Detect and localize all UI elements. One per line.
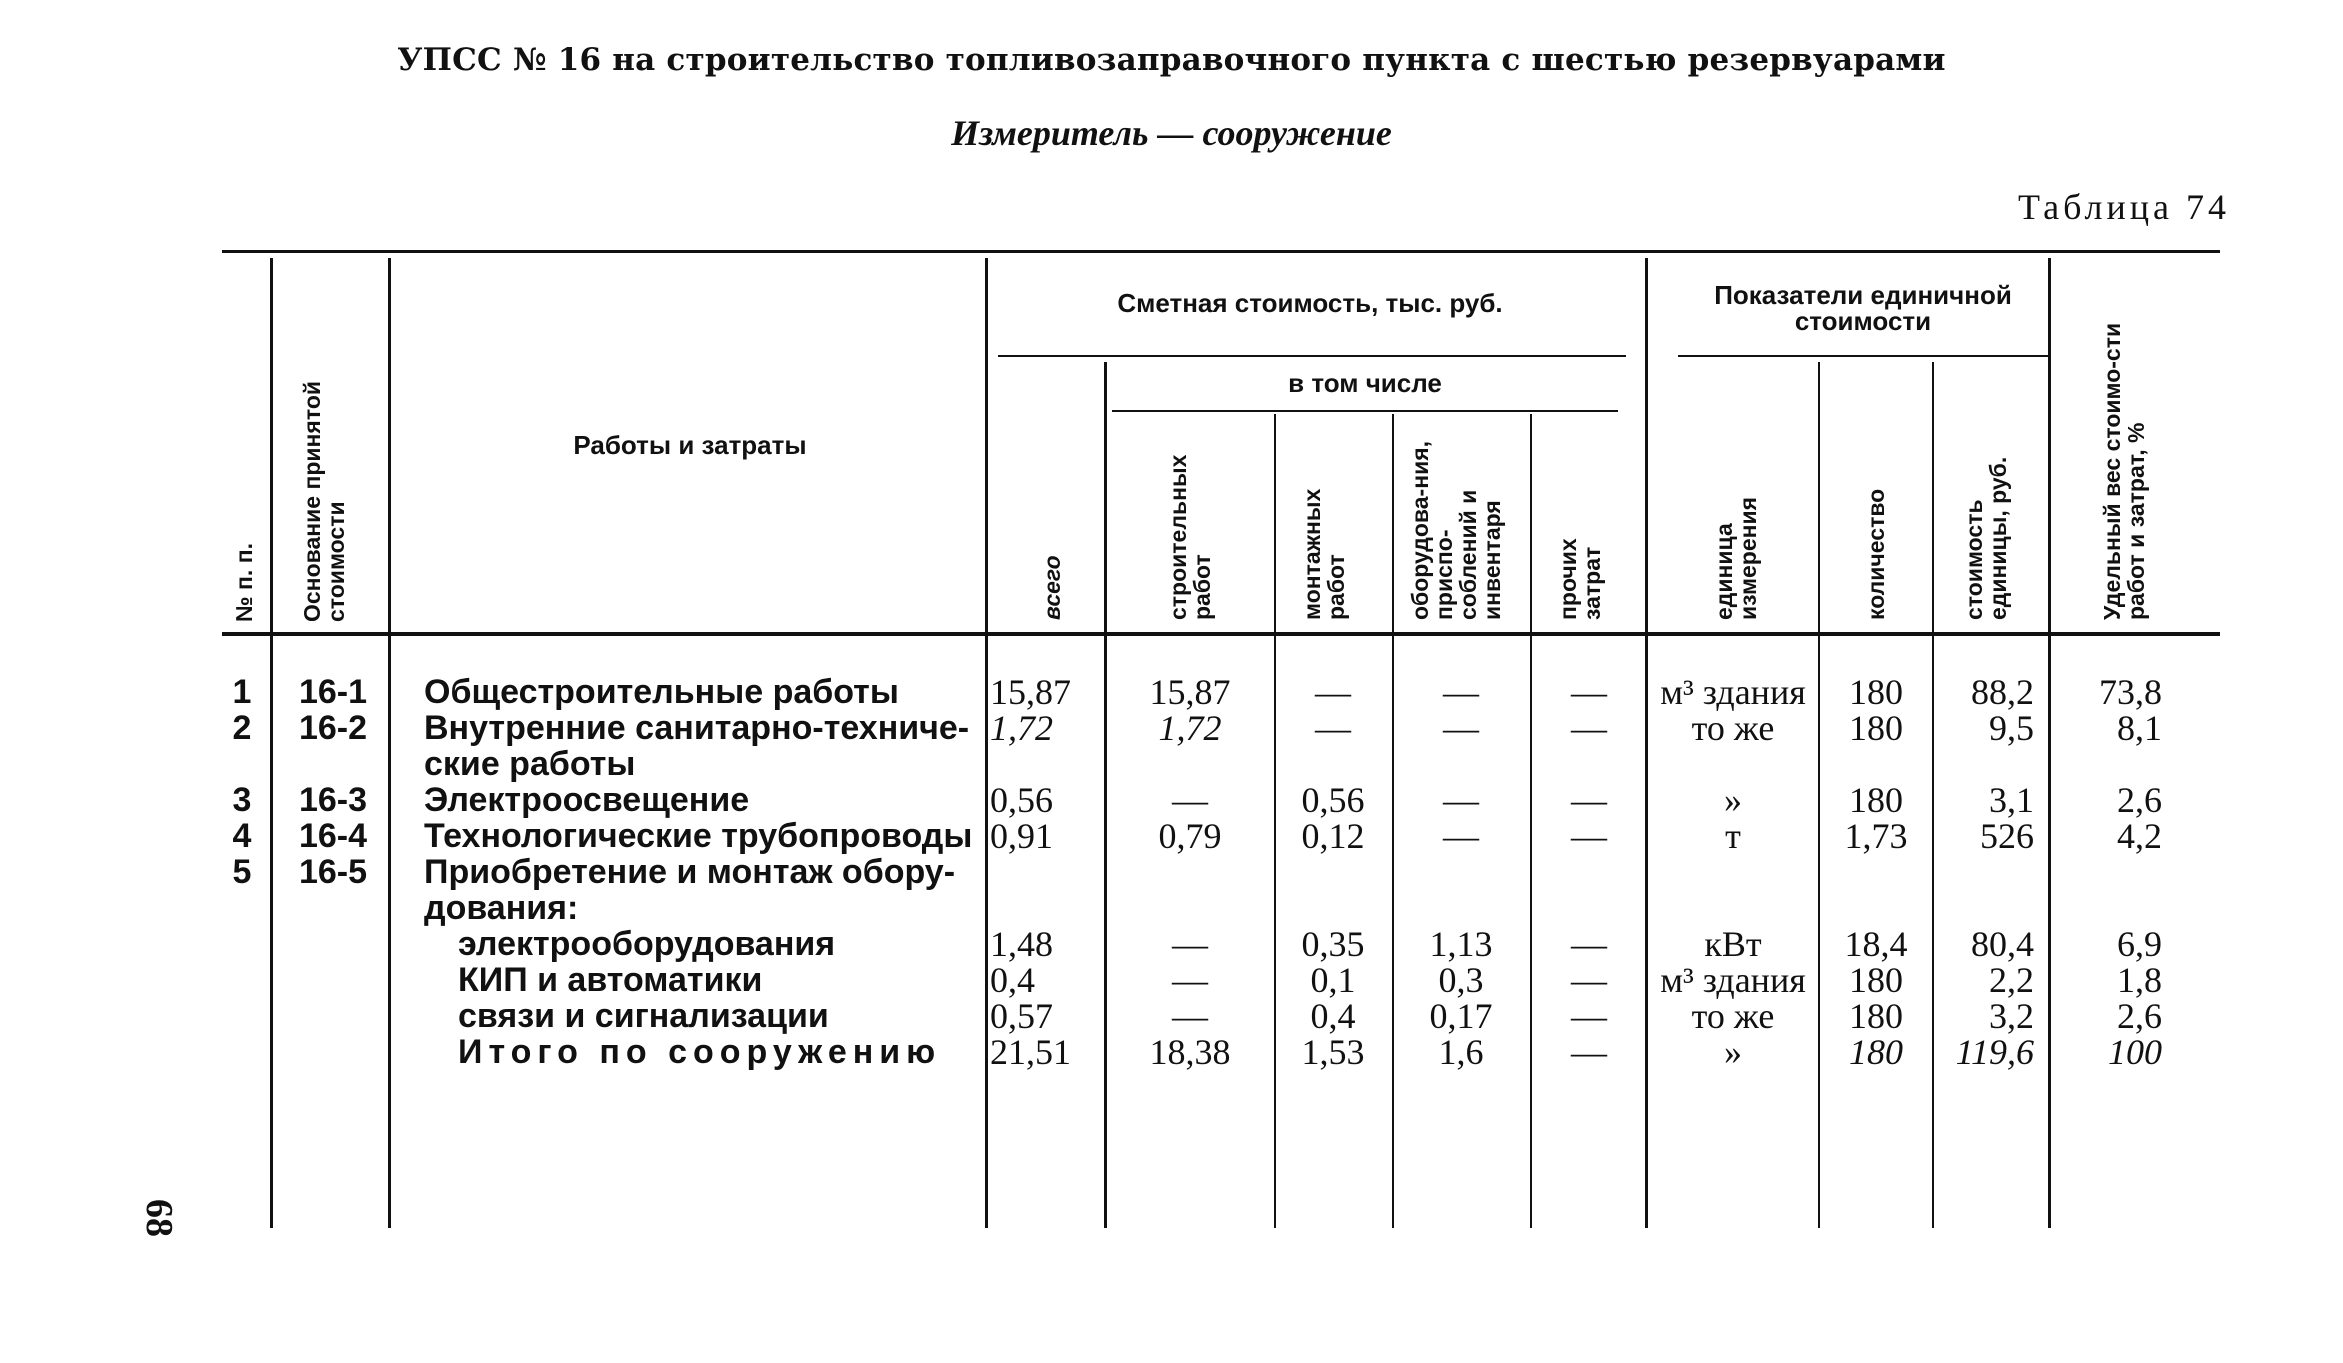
header-share — [2100, 290, 2148, 620]
header-num: № п. п. — [231, 543, 257, 622]
cell-share: 4,2 — [2117, 816, 2162, 856]
cell-name: электрооборудования — [458, 925, 836, 963]
cell-qty: 180 — [1849, 708, 1903, 748]
header-unit-cost-text: стоимость единицы, руб. — [1961, 456, 2011, 620]
measure-unit: Измеритель — сооружение — [951, 113, 1392, 153]
cell-basis: 16-3 — [298, 781, 368, 819]
cell-unit: » — [1724, 780, 1742, 820]
cell-total: 1,48 — [990, 924, 1053, 964]
cell-unit: то же — [1691, 708, 1775, 748]
cell-name: Общестроительные работы — [424, 673, 899, 711]
cell-install: 0,56 — [1301, 780, 1365, 820]
cell-ucost: 119,6 — [1955, 1032, 2034, 1072]
cell-ucost: 526 — [1980, 816, 2034, 856]
cell-qty: 180 — [1849, 780, 1903, 820]
cell-other: — — [1571, 960, 1607, 1000]
cell-qty: 180 — [1849, 960, 1903, 1000]
col-rule-10 — [1932, 362, 1934, 1228]
col-rule-8 — [1645, 258, 1648, 1228]
cell-install: 0,1 — [1310, 960, 1356, 1000]
cell-n: 4 — [232, 817, 252, 855]
cell-qty: 1,73 — [1844, 816, 1908, 856]
cell-install: 0,4 — [1310, 996, 1356, 1036]
document-title: УПСС № 16 на строительство топливозаправочного пункта с шестью резервуарами — [397, 42, 1946, 78]
cell-n: 3 — [232, 781, 252, 819]
cell-name: Технологические трубопроводы — [424, 817, 973, 855]
cell-ucost: 3,1 — [1989, 780, 2034, 820]
cell-install: — — [1315, 672, 1351, 712]
cell-install: — — [1315, 708, 1351, 748]
col-rule-6 — [1392, 414, 1394, 1228]
cell-total: 1,72 — [990, 708, 1053, 748]
cell-basis: 16-4 — [298, 817, 368, 855]
header-unit — [1712, 450, 1760, 620]
header-quantity: количество — [1863, 488, 1889, 620]
cell-share: 6,9 — [2117, 924, 2162, 964]
cell-ucost: 2,2 — [1989, 960, 2034, 1000]
cell-share: 8,1 — [2117, 708, 2162, 748]
cell-qty: 18,4 — [1844, 924, 1908, 964]
cell-constr: 15,87 — [1149, 672, 1231, 712]
cell-name: КИП и автоматики — [458, 961, 763, 999]
header-construction — [1166, 400, 1214, 620]
header-other-text: прочих затрат — [1555, 538, 1605, 620]
cell-total: 0,91 — [990, 816, 1053, 856]
cell-equip: — — [1443, 780, 1479, 820]
cell-total: 21,51 — [990, 1032, 1071, 1072]
header-bottom-rule — [222, 632, 2220, 636]
col-rule-3 — [985, 258, 988, 1228]
header-unit-text: единица измерения — [1711, 496, 1761, 620]
cell-equip: 0,17 — [1429, 996, 1493, 1036]
cell-unit: т — [1725, 816, 1741, 856]
cell-constr: — — [1172, 960, 1208, 1000]
table-label: Таблица 74 — [2018, 187, 2230, 227]
cell-constr: 18,38 — [1149, 1032, 1231, 1072]
cell-share: 73,8 — [2099, 672, 2162, 712]
cost-group-rule — [998, 355, 1626, 357]
header-unit-cost — [1962, 400, 2010, 620]
cell-total: 15,87 — [990, 672, 1071, 712]
col-rule-9 — [1818, 362, 1820, 1228]
cell-qty: 180 — [1849, 996, 1903, 1036]
header-share-text: Удельный вес стоимо-сти работ и затрат, % — [2099, 322, 2149, 620]
header-total: всего — [1039, 555, 1065, 620]
col-rule-2 — [388, 258, 391, 1228]
cell-basis: 16-2 — [298, 709, 368, 747]
cell-install: 0,12 — [1301, 816, 1365, 856]
cell-ucost: 9,5 — [1989, 708, 2034, 748]
cell-other: — — [1571, 708, 1607, 748]
cell-name: Внутренние санитарно-техниче- — [424, 709, 970, 747]
cell-unit: кВт — [1704, 924, 1762, 964]
page-number: 68 — [138, 1199, 180, 1237]
cell-constr: — — [1172, 780, 1208, 820]
cell-other: — — [1571, 924, 1607, 964]
cell-equip: 1,13 — [1429, 924, 1493, 964]
col-rule-11 — [2048, 258, 2051, 1228]
cell-constr: — — [1172, 996, 1208, 1036]
cell-unit: м³ здания — [1660, 672, 1806, 712]
header-estimated-cost: Сметная стоимость, тыс. руб. — [1117, 288, 1503, 318]
cell-total: 0,4 — [990, 960, 1035, 1000]
cell-n: 5 — [232, 853, 252, 891]
indicators-rule — [1678, 355, 2048, 357]
cell-constr: 1,72 — [1158, 708, 1222, 748]
cell-equip: — — [1443, 816, 1479, 856]
cell-share: 100 — [2108, 1032, 2162, 1072]
header-unit-indicators: Показатели единичной стоимости — [1714, 280, 2012, 336]
cell-other: — — [1571, 672, 1607, 712]
cell-n: 2 — [232, 709, 252, 747]
header-equipment — [1408, 430, 1504, 620]
cell-name-continuation: дования: — [424, 889, 579, 927]
col-rule-5 — [1274, 414, 1276, 1228]
cell-qty: 180 — [1849, 1032, 1903, 1072]
header-construction-text: строительных работ — [1165, 454, 1215, 620]
cell-total: 0,57 — [990, 996, 1053, 1036]
cell-unit: » — [1724, 1032, 1742, 1072]
cell-constr: 0,79 — [1158, 816, 1222, 856]
cell-share: 1,8 — [2117, 960, 2162, 1000]
cell-equip: — — [1443, 672, 1479, 712]
cell-share: 2,6 — [2117, 996, 2162, 1036]
cell-share: 2,6 — [2117, 780, 2162, 820]
cell-ucost: 80,4 — [1971, 924, 2034, 964]
cell-name-continuation: ские работы — [424, 745, 636, 783]
cell-basis: 16-1 — [298, 673, 368, 711]
cell-basis: 16-5 — [298, 853, 368, 891]
cell-equip: 1,6 — [1438, 1032, 1484, 1072]
col-rule-7 — [1530, 414, 1532, 1228]
cell-other: — — [1571, 1032, 1607, 1072]
header-equipment-text: оборудова-ния, приспо-соблений и инвентаря — [1407, 440, 1505, 620]
header-installation — [1300, 450, 1348, 620]
cell-qty: 180 — [1849, 672, 1903, 712]
cell-ucost: 88,2 — [1971, 672, 2034, 712]
cell-constr: — — [1172, 924, 1208, 964]
header-basis — [300, 322, 348, 622]
cell-unit: м³ здания — [1660, 960, 1806, 1000]
header-other — [1556, 510, 1604, 620]
cell-ucost: 3,2 — [1989, 996, 2034, 1036]
cell-name: Приобретение и монтаж обору- — [424, 853, 956, 891]
cell-n: 1 — [232, 673, 252, 711]
cell-other: — — [1571, 996, 1607, 1036]
cell-equip: — — [1443, 708, 1479, 748]
header-installation-text: монтажных работ — [1299, 488, 1349, 620]
table-top-rule — [222, 250, 2220, 253]
cell-name: Итого по сооружению — [458, 1033, 942, 1071]
cell-install: 0,35 — [1301, 924, 1365, 964]
cell-name: Электроосвещение — [424, 781, 750, 819]
col-rule-4 — [1104, 362, 1107, 1228]
cell-equip: 0,3 — [1438, 960, 1484, 1000]
cell-other: — — [1571, 816, 1607, 856]
cell-install: 1,53 — [1301, 1032, 1365, 1072]
cell-other: — — [1571, 780, 1607, 820]
cell-unit: то же — [1691, 996, 1775, 1036]
cell-name: связи и сигнализации — [458, 997, 829, 1035]
header-basis-text: Основание принятой стоимости — [299, 380, 349, 622]
header-works: Работы и затраты — [573, 430, 807, 460]
cell-total: 0,56 — [990, 780, 1053, 820]
col-rule-1 — [270, 258, 273, 1228]
header-including: в том числе — [1288, 368, 1442, 398]
